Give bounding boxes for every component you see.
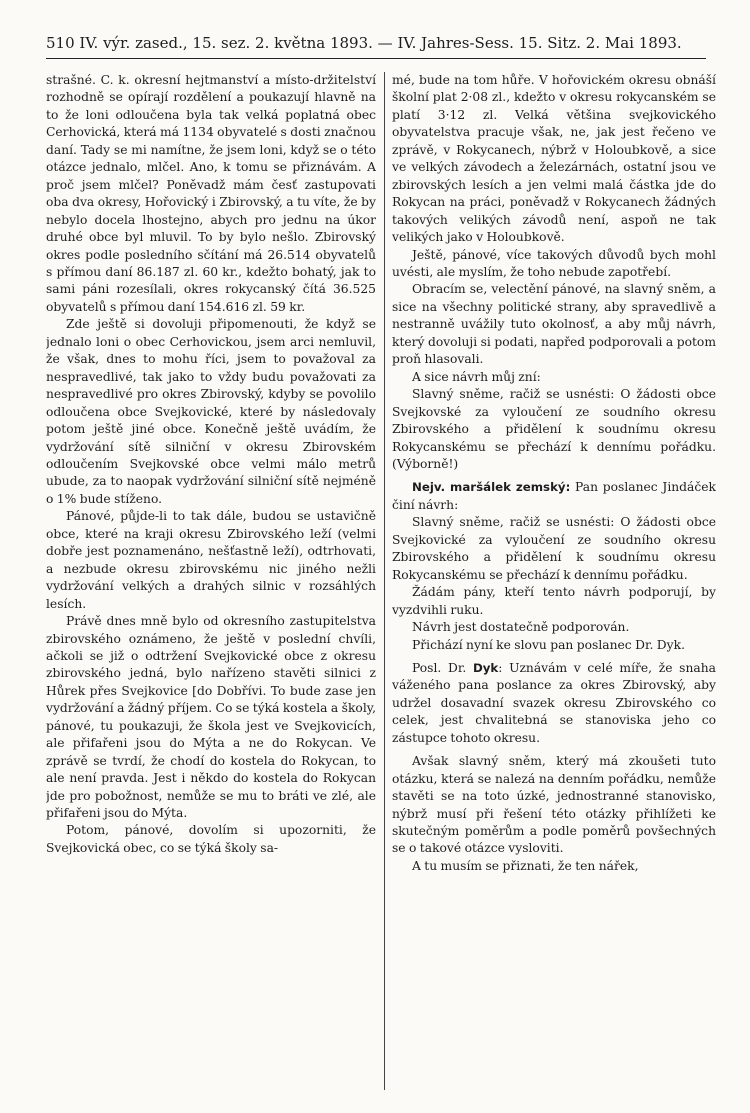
running-head: 510 IV. výr. zased., 15. sez. 2. května 1893. — IV. Jahres-Sess. 15. Sitz. 2. Mai 1893. [46,34,682,52]
speaker-text: : Uznávám v celé míře, že snaha váženého pana poslance za okres Zbirovský, aby udržel dosavadní svazek okresu Zbirovského co celek, jest chvalitebná se stanoviska jeho co zástupce tohoto okresu. [392,660,716,745]
paragraph: mé, bude na tom hůře. V hořovickém okresu obnáší školní plat 2·08 zl., kdežto v okresu rokycanském se platí 3·12 zl. Velká většina svejkovického obyvatelstva pracuje však, ne, jak jest řečeno ve zprávě, v Rokycanech, nýbrž v Holoubkově, a sice ve velkých závodech a železárnách, ostatní jsou ve zbirovských lesích a jen velmi malá částka jde do Rokycan na práci, poněvadž v Rokycanech žádných takových velikých závodů není, aspoň ne tak velikých jako v Holoubkově. [392,73,716,245]
left-column [46,72,376,1087]
speaker-paragraph [392,660,716,747]
header-rule [46,58,706,59]
paragraph: Návrh jest dostatečně podporován. [412,620,630,635]
paragraph: Potom, pánové, dovolím si upozorniti, že Svejkovická obec, co se týká školy sa- [46,823,376,855]
paragraph: Obracím se, velectění pánové, na slavný sněm, a sice na všechny politické strany, aby spravedlivě a nestranně uvážily tuto okolnosť, a aby můj návrh, který dovoluji si podati, napřed podporovali a potom proň hlasovali. [392,282,716,367]
speaker-prefix: Posl. Dr. [412,660,473,675]
speaker-text: Pan poslanec Jindáček činí návrh: [392,480,716,512]
paragraph: Avšak slavný sněm, který má zkoušeti tuto otázku, která se nalezá na denním pořádku, nemůže stavěti se na toto úzké, jednostranné stanovisko, nýbrž musí při řešení této otázky přihlížeti ke skutečným poměrům a podle poměrů povšechných se o takové otázce vysloviti. [392,754,716,856]
paragraph: Ještě, pánové, více takových důvodů bych mohl uvésti, ale myslím, že toho nebude zapotřebí. [392,247,716,279]
paragraph: Pánové, půjde-li to tak dále, budou se ustavičně obce, které na kraji okresu Zbirovského leží (velmi dobře jest poznamenáno, nešťastně leží), odtrhovati, a nezbude okresu zbirovskému nic jiného nežli vydržování velkých a drahých silnic v rozsáhlých lesích. [46,509,376,611]
motion-text: Slavný sněme, račiž se usnésti: O žádosti obce Svejkovské za vyloučení ze soudního okresu Zbirovského a přidělení k soudnímu okresu Rokycanskému se přechází k dennímu pořádku. (Výborně!) [392,387,716,471]
paragraph: A sice návrh můj zní: [412,369,541,384]
paragraph: Žádám pány, kteří tento návrh podporují, by vyzdvihli ruku. [392,585,716,617]
speaker-paragraph [392,479,716,514]
motion-text: Slavný sněme, račiž se usnésti: O žádosti obce Svejkovické za vyloučení ze soudního okresu Zbirovského a přidělení k soudnímu okresu Rokycanskému se přechází k dennímu pořádku. [392,515,716,582]
speaker-name: Dyk [472,660,499,675]
paragraph: strašné. C. k. okresní hejtmanství a místo-držitelství rozhodně se opírají rozdělení a poukazují hlavně na to že loni odloučena byla tak velká poplatná obec Cerhovická, která má 1134 obyvatelé s dosti značnou daní. Tady se mi namítne, že jsem loni, když se o této otázce jednalo, mlčel. Ano, k tomu se přiznávám. A proč jsem mlčel? Poněvadž mám česť zastupovati oba dva okresy, Hořovický i Zbirovský, a tu víte, že by nebylo docela lhostejno, abych pro jednu na úkor druhé obce byl mluvil. To by bylo nešlo. Zbirovský okres podle posledního sčítání má 26.514 obyvatelů s přímou daní 86.187 zl. 60 kr., kdežto bohatý, jak to sami páni rozesílali, okres rokycanský čítá 36.525 obyvatelů s přímou daní 154.616 zl. 59 kr. [46,73,376,314]
paragraph: Přichází nyní ke slovu pan poslanec Dr. Dyk. [412,637,685,652]
paragraph: A tu musím se přiznati, že ten nářek, [412,858,639,873]
paragraph: Zde ještě si dovoluji připomenouti, že když se jednalo loni o obec Cerhovickou, jsem arci nemluvil, že však, dnes to mohu říci, jsem to považoval za nespravedlivé, tak jako to vždy budu považovati za nespravedlivé pro okres Zbirovský, kdyby se povolilo odloučena obce Svejkovické, které by následovaly potom ještě jiné obce. Konečně ještě uvádím, že vydržování sítě silniční v okresu Zbirovském odloučením Svejkovské obce velmi málo metrů ubude, za to naopak vydržování silniční sítě nejméně o 1% bude stíženo. [46,317,376,506]
speaker-name: Nejv. maršálek zemský: [412,480,571,495]
paragraph: Právě dnes mně bylo od okresního zastupitelstva zbirovského oznámeno, že ještě v poslední chvíli, ačkoli se již o odtržení Svejkovické obce z okresu zbirovského jedná, bylo nařízeno stavěti silnici z Hůrek přes Svejkovice [do Dobřívi. To bude zase jen vydržování a žádný příjem. Co se týká kostela a školy, pánové, tu poukazuji, že škola jest ve Svejkovicích, ale přifařeni jsou do Mýta a ne do Rokycan. Ve zprávě se tvrdí, že chodí do kostela do Rokycan, to ale není pravda. Jest i někdo do kostela do Rokycan jde pro pobožnost, nemůže se mu to bráti ve zlé, ale přifařeni jsou do Mýta. [46,614,376,821]
column-divider [384,72,385,1090]
right-column [392,72,716,1087]
